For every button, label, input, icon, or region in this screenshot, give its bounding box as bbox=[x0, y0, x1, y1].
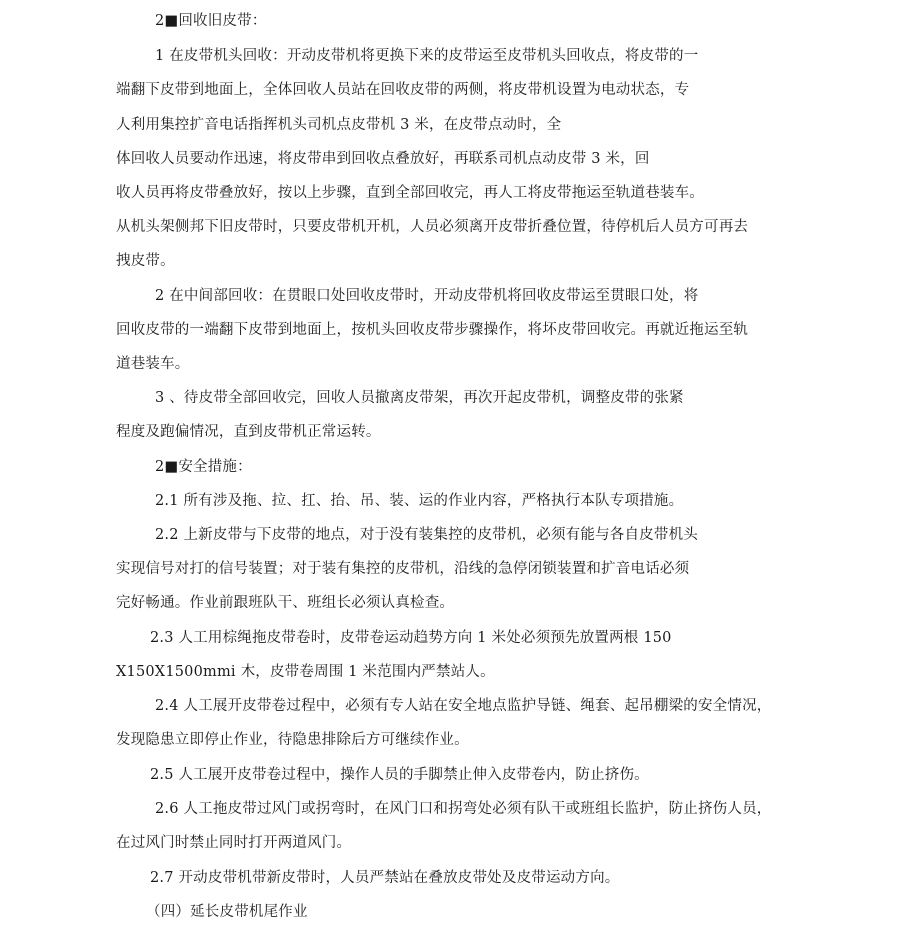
paragraph-line: 拽皮带。 bbox=[116, 253, 175, 269]
paragraph-line: 3 、待皮带全部回收完，回收人员撤离皮带架，再次开起皮带机，调整皮带的张紧 bbox=[155, 390, 684, 406]
paragraph-line: 实现信号对打的信号装置；对于装有集控的皮带机，沿线的急停闭锁装置和扩音电话必须 bbox=[116, 561, 690, 577]
paragraph-line: 2.6 人工拖皮带过风门或拐弯时，在风门口和拐弯处必须有队干或班组长监护，防止挤伤人员， bbox=[155, 801, 772, 817]
paragraph-line: 完好畅通。作业前跟班队干、班组长必须认真检查。 bbox=[116, 595, 455, 611]
paragraph-line: 2 在中间部回收：在贯眼口处回收皮带时，开动皮带机将回收皮带运至贯眼口处，将 bbox=[155, 288, 699, 304]
section-heading-extend-tail: （四）延长皮带机尾作业 bbox=[146, 904, 308, 920]
paragraph-line: 发现隐患立即停止作业，待隐患排除后方可继续作业。 bbox=[116, 732, 469, 748]
paragraph-line: 2.1 所有涉及拖、拉、扛、抬、吊、装、运的作业内容，严格执行本队专项措施。 bbox=[155, 493, 684, 509]
paragraph-line: 端翻下皮带到地面上，全体回收人员站在回收皮带的两侧，将皮带机设置为电动状态，专 bbox=[116, 82, 690, 98]
paragraph-line: 从机头架侧邦下旧皮带时，只要皮带机开机，人员必须离开皮带折叠位置，待停机后人员方可再去 bbox=[116, 219, 749, 235]
heading-recover-old-belt: 2■回收旧皮带： bbox=[155, 13, 267, 29]
paragraph-line: 回收皮带的一端翻下皮带到地面上，按机头回收皮带步骤操作，将坏皮带回收完。再就近拖运至轨 bbox=[116, 322, 749, 338]
paragraph-line: 2.4 人工展开皮带卷过程中，必须有专人站在安全地点监护导链、绳套、起吊棚梁的安全情况， bbox=[155, 698, 772, 714]
paragraph-line: 收人员再将皮带叠放好，按以上步骤，直到全部回收完，再人工将皮带拖运至轨道巷装车。 bbox=[116, 185, 704, 201]
paragraph-line: 2.2 上新皮带与下皮带的地点，对于没有装集控的皮带机，必须有能与各自皮带机头 bbox=[155, 527, 698, 543]
paragraph-line: 在过风门时禁止同时打开两道风门。 bbox=[116, 835, 352, 851]
paragraph-line: 体回收人员要动作迅速，将皮带串到回收点叠放好，再联系司机点动皮带 3 米，回 bbox=[116, 151, 650, 167]
paragraph-line: 人利用集控扩音电话指挥机头司机点皮带机 3 米，在皮带点动时，全 bbox=[116, 117, 562, 133]
paragraph-line: 2.5 人工展开皮带卷过程中，操作人员的手脚禁止伸入皮带卷内，防止挤伤。 bbox=[150, 767, 649, 783]
paragraph-line: 1 在皮带机头回收：开动皮带机将更换下来的皮带运至皮带机头回收点，将皮带的一 bbox=[155, 48, 699, 64]
heading-safety-measures: 2■安全措施： bbox=[155, 459, 252, 475]
paragraph-line: 道巷装车。 bbox=[116, 356, 190, 372]
paragraph-line: 程度及跑偏情况，直到皮带机正常运转。 bbox=[116, 424, 381, 440]
paragraph-line: 2.7 开动皮带机带新皮带时，人员严禁站在叠放皮带处及皮带运动方向。 bbox=[150, 870, 620, 886]
paragraph-line: 2.3 人工用棕绳拖皮带卷时，皮带卷运动趋势方向 1 米处必须预先放置两根 150 bbox=[150, 630, 672, 646]
paragraph-line: X150X1500mmi 木，皮带卷周围 1 米范围内严禁站人。 bbox=[116, 664, 495, 680]
